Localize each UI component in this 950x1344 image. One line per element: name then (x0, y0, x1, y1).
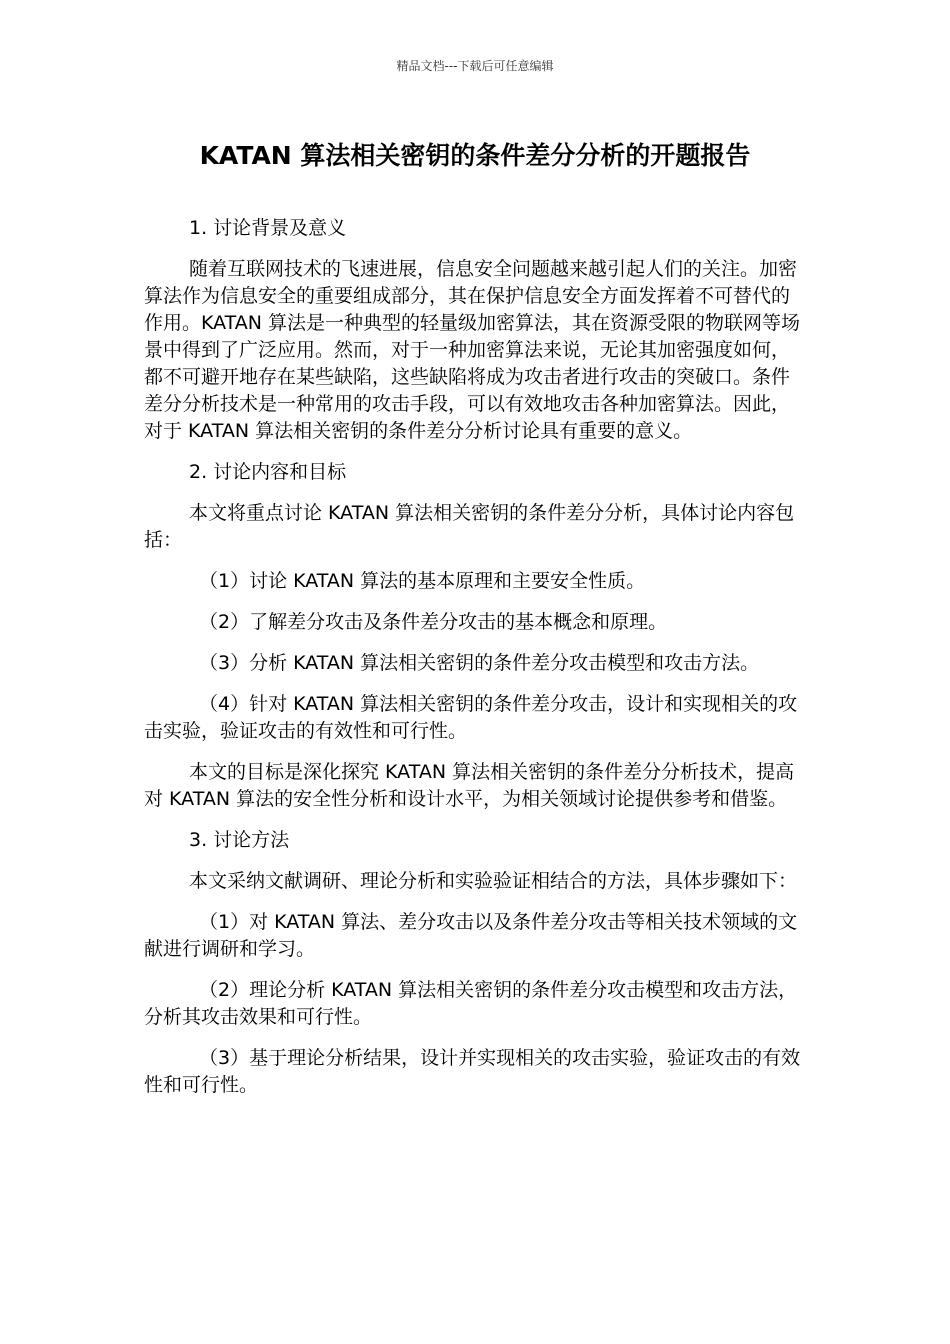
section-2-item: （4）针对 KATAN 算法相关密钥的条件差分攻击，设计和实现相关的攻击实验，验证攻击的有效性和可行性。 (144, 693, 798, 742)
section-2-intro: 本文将重点讨论 KATAN 算法相关密钥的条件差分分析，具体讨论内容包括： (144, 502, 795, 551)
section-1-heading: 1. 讨论背景及意义 (189, 217, 347, 239)
section-2-item: （2）了解差分攻击及条件差分攻击的基本概念和原理。 (199, 611, 668, 633)
section-2-item: （3）分析 KATAN 算法相关密钥的条件差分攻击模型和攻击方法。 (199, 652, 760, 674)
section-3-intro: 本文采纳文献调研、理论分析和实验验证相结合的方法，具体步骤如下： (189, 870, 798, 892)
section-3-item: （1）对 KATAN 算法、差分攻击以及条件差分攻击等相关技术领域的文献进行调研和学习。 (144, 911, 798, 960)
section-3-heading: 3. 讨论方法 (189, 829, 290, 851)
section-1-paragraph: 随着互联网技术的飞速进展，信息安全问题越来越引起人们的关注。加密算法作为信息安全的重要组成部分，其在保护信息安全方面发挥着不可替代的作用。KATAN 算法是一种典型的轻量级加密算法，其在资源受限的物联网等场景中得到了广泛应用。然而，对于一种加密算法来说，无论其加密强度如何，都不可避开地存在某些缺陷，这些缺陷将成为攻击者进行攻击的突破口。条件差分分析技术是一种常用的攻击手段，可以有效地攻击各种加密算法。因此，对于 KATAN 算法相关密钥的条件差分分析讨论具有重要的意义。 (144, 258, 801, 442)
section-2-heading: 2. 讨论内容和目标 (189, 461, 347, 483)
document-title: KATAN 算法相关密钥的条件差分分析的开题报告 (199, 141, 751, 170)
document-body (144, 215, 806, 1113)
header-note: 精品文档---下载后可任意编辑 (396, 59, 554, 73)
section-2-goal: 本文的目标是深化探究 KATAN 算法相关密钥的条件差分分析技术，提高对 KATAN 算法的安全性分析和设计水平，为相关领域讨论提供参考和借鉴。 (144, 761, 795, 810)
section-3-item: （2）理论分析 KATAN 算法相关密钥的条件差分攻击模型和攻击方法，分析其攻击效果和可行性。 (144, 979, 798, 1028)
section-2-item: （1）讨论 KATAN 算法的基本原理和主要安全性质。 (199, 570, 646, 592)
section-3-item: （3）基于理论分析结果，设计并实现相关的攻击实验，验证攻击的有效性和可行性。 (144, 1047, 801, 1096)
